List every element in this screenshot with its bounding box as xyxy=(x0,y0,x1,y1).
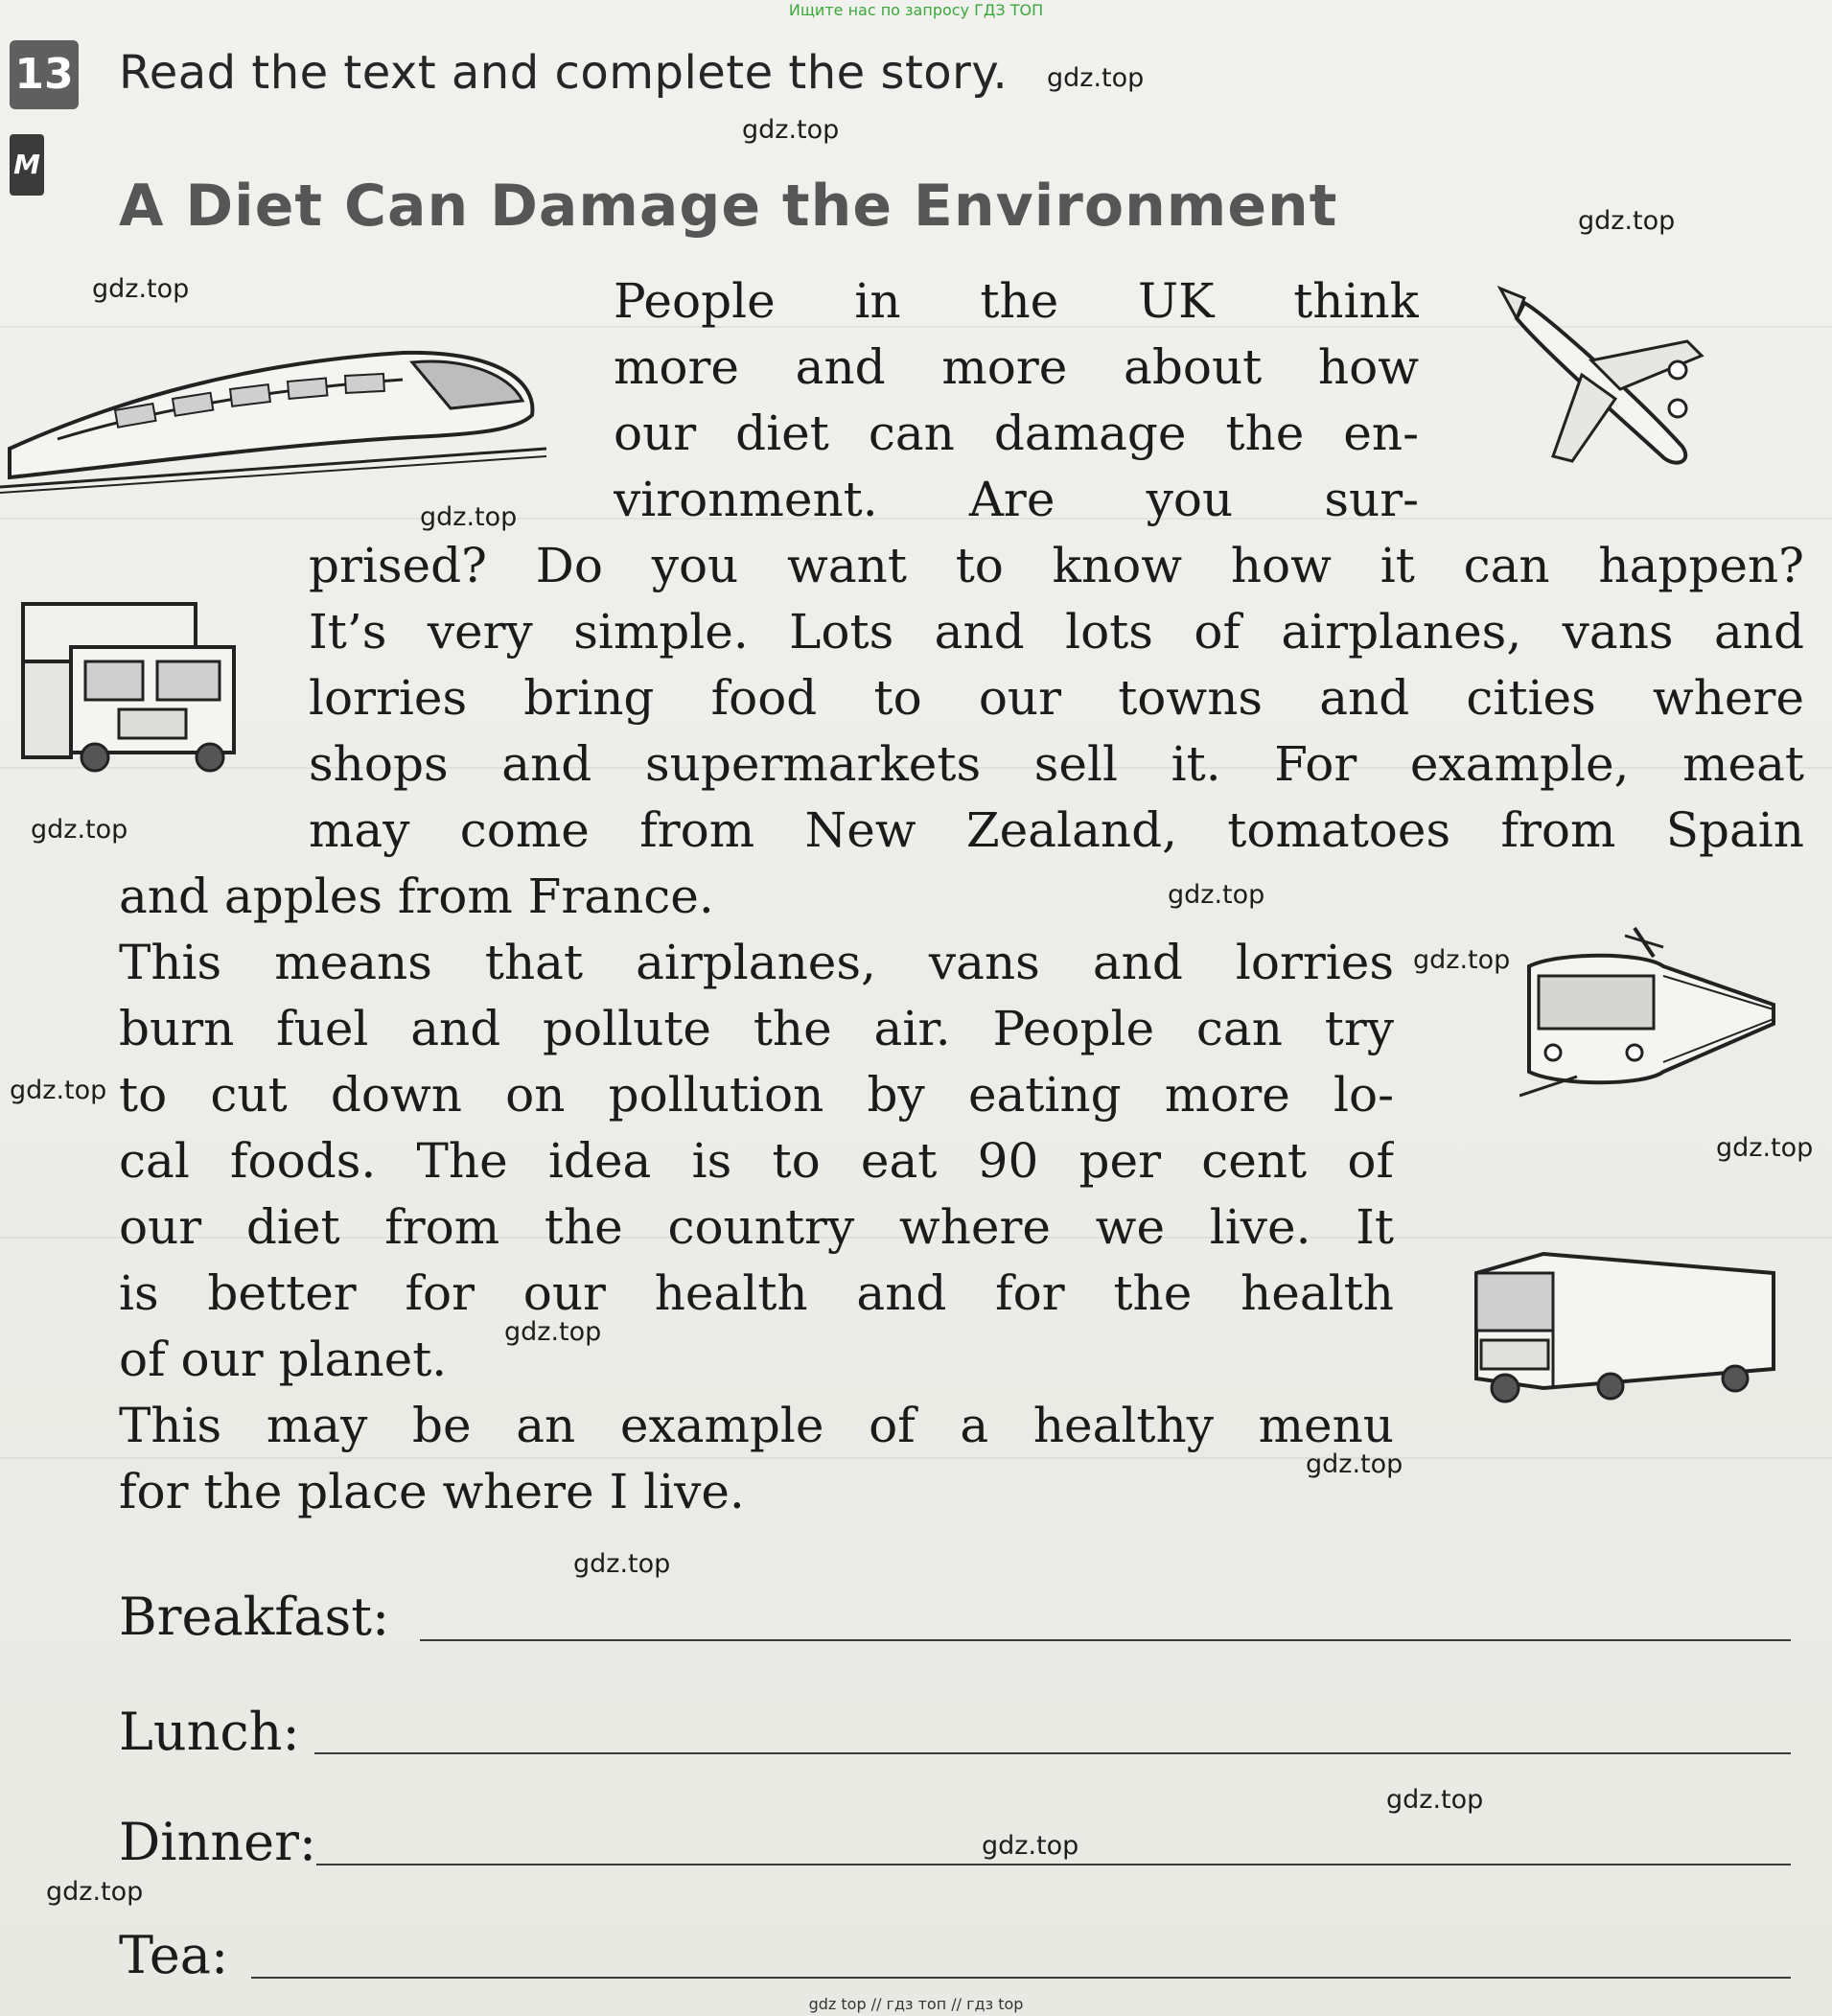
watermark: gdz.top xyxy=(1386,1785,1484,1815)
text-line: is better for our health and for the health xyxy=(119,1265,1394,1321)
text-line: cal foods. The idea is to eat 90 per cent of xyxy=(119,1133,1394,1189)
exercise-number: 13 xyxy=(10,40,79,109)
text-line: and apples from France. xyxy=(119,869,714,924)
train-icon xyxy=(0,305,546,497)
text-line: This means that airplanes, vans and lorries xyxy=(119,935,1394,990)
text-line: vironment. Are you sur- xyxy=(614,472,1419,527)
watermark: gdz.top xyxy=(420,502,518,532)
airplane-icon xyxy=(1496,284,1716,475)
lunch-answer-line[interactable] xyxy=(314,1752,1791,1754)
breakfast-label: Breakfast: xyxy=(119,1587,390,1647)
tram-icon xyxy=(1519,918,1778,1110)
lorry-icon xyxy=(1467,1244,1783,1407)
dinner-answer-line[interactable] xyxy=(316,1864,1791,1865)
text-line: of our planet. xyxy=(119,1332,448,1387)
tea-label: Tea: xyxy=(119,1925,229,1985)
text-line: shops and supermarkets sell it. For example, meat xyxy=(309,736,1804,792)
lunch-label: Lunch: xyxy=(119,1702,300,1762)
watermark: gdz.top xyxy=(1413,945,1511,975)
text-line: more and more about how xyxy=(614,339,1419,395)
watermark: gdz.top xyxy=(10,1076,107,1105)
text-line: This may be an example of a healthy menu xyxy=(119,1398,1394,1453)
text-line: our diet from the country where we live. It xyxy=(119,1199,1394,1255)
text-line: may come from New Zealand, tomatoes from Spain xyxy=(309,802,1804,858)
tea-answer-line[interactable] xyxy=(251,1977,1791,1979)
text-line: our diet can damage the en- xyxy=(614,406,1419,461)
watermark: gdz.top xyxy=(92,274,190,304)
text-line: burn fuel and pollute the air. People can try xyxy=(119,1001,1394,1056)
workbook-m-icon: M xyxy=(10,134,44,196)
watermark: gdz.top xyxy=(1578,206,1676,236)
watermark: gdz.top xyxy=(982,1831,1079,1861)
watermark: gdz.top xyxy=(573,1549,671,1579)
text-title: A Diet Can Damage the Environment xyxy=(119,173,1338,240)
van-icon xyxy=(13,594,243,776)
bottom-banner: gdz top // гдз топ // гдз top xyxy=(808,1995,1024,2013)
watermark: gdz.top xyxy=(1306,1449,1403,1479)
watermark: gdz.top xyxy=(1168,880,1265,910)
text-line: to cut down on pollution by eating more lo- xyxy=(119,1067,1394,1123)
text-line: People in the UK think xyxy=(614,273,1419,329)
watermark: gdz.top xyxy=(1047,63,1145,93)
text-line: It’s very simple. Lots and lots of airplanes, vans and xyxy=(309,604,1804,660)
watermark: gdz.top xyxy=(31,815,128,845)
watermark: gdz.top xyxy=(742,115,840,145)
text-line: lorries bring food to our towns and cities where xyxy=(309,670,1804,726)
watermark: gdz.top xyxy=(46,1877,144,1907)
watermark: gdz.top xyxy=(504,1317,602,1347)
text-line: for the place where I live. xyxy=(119,1464,745,1519)
watermark: gdz.top xyxy=(1716,1133,1814,1163)
exercise-instruction: Read the text and complete the story. xyxy=(119,46,1009,100)
top-banner[interactable]: Ищите нас по запросу ГДЗ ТОП xyxy=(788,1,1044,19)
text-line: prised? Do you want to know how it can happen? xyxy=(309,538,1804,593)
breakfast-answer-line[interactable] xyxy=(420,1639,1791,1641)
dinner-label: Dinner: xyxy=(119,1812,317,1872)
